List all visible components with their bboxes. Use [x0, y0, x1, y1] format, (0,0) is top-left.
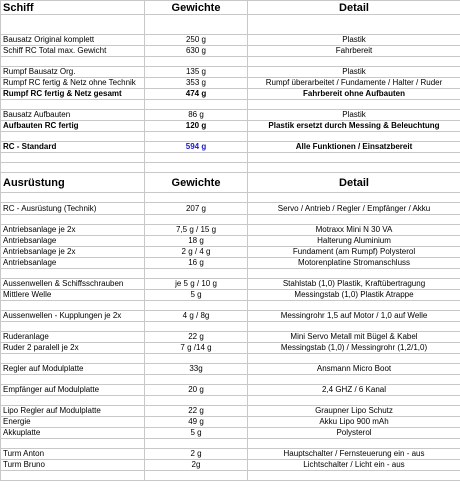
- detail-cell: Motraxx Mini N 30 VA: [248, 225, 460, 236]
- item-cell: Antriebsanlage: [1, 236, 145, 247]
- empty-cell: [248, 193, 460, 203]
- table-row: [1, 247, 460, 258]
- table-row: [1, 460, 460, 471]
- spacer-row: [1, 375, 460, 385]
- table-row: [1, 78, 460, 89]
- empty-cell: [1, 57, 145, 67]
- table-row: [1, 89, 460, 100]
- detail-cell: Akku Lipo 900 mAh: [248, 417, 460, 428]
- column-header-detail: Detail: [248, 173, 460, 193]
- spacer-row: [1, 100, 460, 110]
- item-cell: Aufbauten RC fertig: [1, 121, 145, 132]
- empty-cell: [1, 163, 145, 173]
- table-row: [1, 385, 460, 396]
- table-row: [1, 417, 460, 428]
- table-row: [1, 364, 460, 375]
- weight-cell: 4 g / 8g: [145, 311, 248, 322]
- table-row: [1, 332, 460, 343]
- weight-cell: 2g: [145, 460, 248, 471]
- weight-cell: 353 g: [145, 78, 248, 89]
- item-cell: Mittlere Welle: [1, 290, 145, 301]
- spacer-row: [1, 471, 460, 481]
- empty-cell: [248, 163, 460, 173]
- table-row: [1, 343, 460, 354]
- empty-cell: [1, 132, 145, 142]
- item-cell: RC - Ausrüstung (Technik): [1, 203, 145, 215]
- empty-cell: [145, 100, 248, 110]
- empty-cell: [145, 375, 248, 385]
- table-row: [1, 203, 460, 215]
- table-row: [1, 35, 460, 46]
- detail-cell: 2,4 GHZ / 6 Kanal: [248, 385, 460, 396]
- section-header-row: [1, 1, 460, 15]
- column-header-item: Ausrüstung: [1, 173, 145, 193]
- item-cell: Ruder 2 paralell je 2x: [1, 343, 145, 354]
- spacer-row: [1, 301, 460, 311]
- empty-cell: [1, 301, 145, 311]
- empty-cell: [248, 439, 460, 449]
- table-row: [1, 67, 460, 78]
- detail-cell: Plastik: [248, 110, 460, 121]
- empty-cell: [1, 153, 145, 163]
- item-cell: Aussenwellen - Kupplungen je 2x: [1, 311, 145, 322]
- column-header-weight: Gewichte: [145, 1, 248, 15]
- item-cell: Bausatz Original komplett: [1, 35, 145, 46]
- spacer-row: [1, 132, 460, 142]
- item-cell: Regler auf Modulplatte: [1, 364, 145, 375]
- detail-cell: Graupner Lipo Schutz: [248, 406, 460, 417]
- table-row: [1, 46, 460, 57]
- empty-cell: [248, 375, 460, 385]
- empty-cell: [145, 439, 248, 449]
- weight-cell: 5 g: [145, 290, 248, 301]
- spacer-row: [1, 322, 460, 332]
- empty-cell: [1, 322, 145, 332]
- detail-cell: Messingrohr 1,5 auf Motor / 1,0 auf Welle: [248, 311, 460, 322]
- table-row: [1, 311, 460, 322]
- weight-cell: 5 g: [145, 428, 248, 439]
- item-cell: Rumpf RC fertig & Netz gesamt: [1, 89, 145, 100]
- detail-cell: Fundament (am Rumpf) Polysterol: [248, 247, 460, 258]
- detail-cell: Rumpf überarbeitet / Fundamente / Halter / Ruder: [248, 78, 460, 89]
- empty-cell: [145, 193, 248, 203]
- detail-cell: Plastik: [248, 67, 460, 78]
- weight-cell: 18 g: [145, 236, 248, 247]
- weight-cell: 135 g: [145, 67, 248, 78]
- column-header-detail: Detail: [248, 1, 460, 15]
- empty-cell: [145, 153, 248, 163]
- empty-cell: [145, 215, 248, 225]
- weight-cell: 22 g: [145, 332, 248, 343]
- item-cell: Antriebsanlage je 2x: [1, 247, 145, 258]
- table-row: [1, 225, 460, 236]
- empty-cell: [145, 396, 248, 406]
- table-row: [1, 258, 460, 269]
- detail-cell: Polysterol: [248, 428, 460, 439]
- item-cell: Antriebsanlage: [1, 258, 145, 269]
- empty-cell: [145, 301, 248, 311]
- weight-cell: 630 g: [145, 46, 248, 57]
- detail-cell: Fahrbereit: [248, 46, 460, 57]
- empty-cell: [145, 132, 248, 142]
- weight-cell: 474 g: [145, 89, 248, 100]
- table-row: [1, 279, 460, 290]
- item-cell: RC - Standard: [1, 142, 145, 153]
- weight-cell: 7 g /14 g: [145, 343, 248, 354]
- detail-cell: Ansmann Micro Boot: [248, 364, 460, 375]
- empty-cell: [248, 15, 460, 35]
- item-cell: Energie: [1, 417, 145, 428]
- empty-cell: [145, 354, 248, 364]
- weight-cell: 20 g: [145, 385, 248, 396]
- empty-cell: [248, 322, 460, 332]
- empty-cell: [248, 396, 460, 406]
- empty-cell: [248, 354, 460, 364]
- empty-cell: [248, 471, 460, 481]
- item-cell: Turm Bruno: [1, 460, 145, 471]
- empty-cell: [248, 57, 460, 67]
- weight-cell: 207 g: [145, 203, 248, 215]
- weight-cell: 49 g: [145, 417, 248, 428]
- spacer-row: [1, 269, 460, 279]
- weight-cell: 594 g: [145, 142, 248, 153]
- table-row: [1, 142, 460, 153]
- table-row: [1, 290, 460, 301]
- empty-cell: [1, 354, 145, 364]
- spacer-row: [1, 193, 460, 203]
- detail-cell: Stahlstab (1,0) Plastik, Kraftübertragung: [248, 279, 460, 290]
- detail-cell: Fahrbereit ohne Aufbauten: [248, 89, 460, 100]
- weight-cell: je 5 g / 10 g: [145, 279, 248, 290]
- empty-cell: [248, 301, 460, 311]
- weight-cell: 33g: [145, 364, 248, 375]
- empty-cell: [145, 322, 248, 332]
- empty-cell: [1, 471, 145, 481]
- spacer-row: [1, 354, 460, 364]
- detail-cell: Messingstab (1,0) Plastik Atrappe: [248, 290, 460, 301]
- weight-cell: 2 g: [145, 449, 248, 460]
- empty-cell: [248, 215, 460, 225]
- weight-cell: 16 g: [145, 258, 248, 269]
- table-row: [1, 449, 460, 460]
- empty-cell: [1, 193, 145, 203]
- item-cell: Aussenwellen & Schiffsschrauben: [1, 279, 145, 290]
- empty-cell: [1, 439, 145, 449]
- item-cell: Schiff RC Total max. Gewicht: [1, 46, 145, 57]
- detail-cell: Messingstab (1,0) / Messingrohr (1,2/1,0): [248, 343, 460, 354]
- item-cell: Antriebsanlage je 2x: [1, 225, 145, 236]
- spacer-row: [1, 439, 460, 449]
- table-row: [1, 236, 460, 247]
- detail-cell: Halterung Aluminium: [248, 236, 460, 247]
- empty-cell: [1, 375, 145, 385]
- table-row: [1, 121, 460, 132]
- item-cell: Bausatz Aufbauten: [1, 110, 145, 121]
- empty-cell: [145, 15, 248, 35]
- empty-cell: [1, 215, 145, 225]
- detail-cell: Plastik: [248, 35, 460, 46]
- item-cell: Ruderanlage: [1, 332, 145, 343]
- weight-cell: 120 g: [145, 121, 248, 132]
- empty-cell: [145, 57, 248, 67]
- column-header-weight: Gewichte: [145, 173, 248, 193]
- table-row: [1, 428, 460, 439]
- empty-cell: [248, 132, 460, 142]
- column-header-item: Schiff: [1, 1, 145, 15]
- item-cell: Lipo Regler auf Modulplatte: [1, 406, 145, 417]
- weight-table-body: [1, 1, 460, 481]
- spacer-row: [1, 57, 460, 67]
- weight-cell: 250 g: [145, 35, 248, 46]
- empty-cell: [248, 269, 460, 279]
- empty-cell: [248, 100, 460, 110]
- spacer-row: [1, 215, 460, 225]
- detail-cell: Lichtschalter / Licht ein - aus: [248, 460, 460, 471]
- spacer-row: [1, 396, 460, 406]
- empty-cell: [145, 269, 248, 279]
- empty-cell: [1, 100, 145, 110]
- weight-cell: 7,5 g / 15 g: [145, 225, 248, 236]
- weight-cell: 86 g: [145, 110, 248, 121]
- weight-cell: 22 g: [145, 406, 248, 417]
- detail-cell: Motorenplatine Stromanschluss: [248, 258, 460, 269]
- item-cell: Rumpf RC fertig & Netz ohne Technik: [1, 78, 145, 89]
- empty-cell: [248, 153, 460, 163]
- detail-cell: Alle Funktionen / Einsatzbereit: [248, 142, 460, 153]
- item-cell: Turm Anton: [1, 449, 145, 460]
- empty-cell: [1, 269, 145, 279]
- detail-cell: Plastik ersetzt durch Messing & Beleuchtung: [248, 121, 460, 132]
- empty-cell: [1, 15, 145, 35]
- spacer-row: [1, 163, 460, 173]
- detail-cell: Mini Servo Metall mit Bügel & Kabel: [248, 332, 460, 343]
- detail-cell: Servo / Antrieb / Regler / Empfänger / Akku: [248, 203, 460, 215]
- item-cell: Rumpf Bausatz Org.: [1, 67, 145, 78]
- empty-cell: [145, 471, 248, 481]
- item-cell: Akkuplatte: [1, 428, 145, 439]
- spacer-row: [1, 15, 460, 35]
- weight-cell: 2 g / 4 g: [145, 247, 248, 258]
- table-row: [1, 406, 460, 417]
- empty-cell: [1, 396, 145, 406]
- empty-cell: [145, 163, 248, 173]
- item-cell: Empfänger auf Modulplatte: [1, 385, 145, 396]
- section-header-row: [1, 173, 460, 193]
- spacer-row: [1, 153, 460, 163]
- detail-cell: Hauptschalter / Fernsteuerung ein - aus: [248, 449, 460, 460]
- table-row: [1, 110, 460, 121]
